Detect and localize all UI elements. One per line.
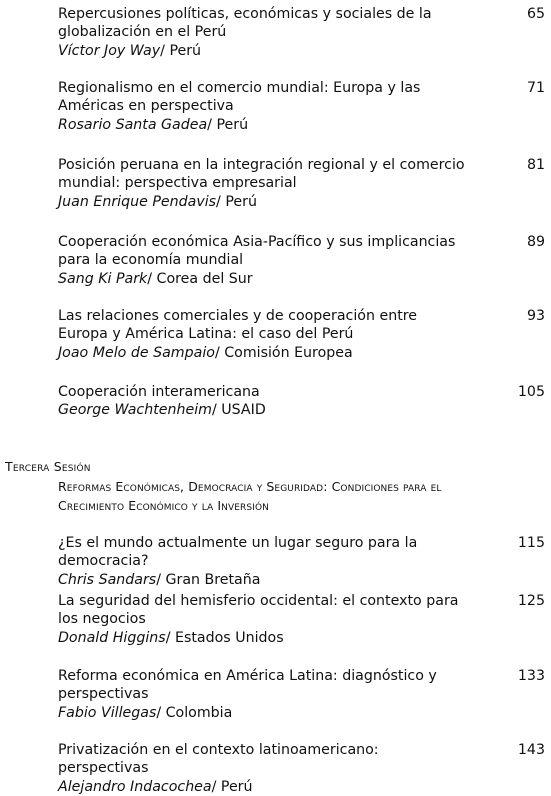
toc-entry <box>58 5 548 60</box>
entry-title: Posición peruana en la integración regional y el comercio mundial: perspectiva empresarial <box>58 157 465 192</box>
entry-author-line <box>58 116 548 134</box>
author-name: Donald Higgins <box>58 629 166 646</box>
author-affiliation: / Comisión Europea <box>214 344 353 361</box>
author-name: George Wachtenheim <box>58 402 212 419</box>
entry-author-line <box>58 704 548 722</box>
entry-title: ¿Es el mundo actualmente un lugar seguro para la democracia? <box>58 535 418 570</box>
entry-title: Regionalismo en el comercio mundial: Europa y las Américas en perspectiva <box>58 80 421 115</box>
session-title: Reformas Económicas, Democracia y Seguridad: Condiciones para el Crecimiento Económico y la Inversión <box>58 479 442 513</box>
author-name: Alejandro Indacochea <box>58 778 212 795</box>
page-number: 133 <box>517 668 545 684</box>
entry-author-line <box>58 629 548 647</box>
page-number: 93 <box>526 308 545 324</box>
entry-title: Repercusiones políticas, económicas y sociales de la globalización en el Perú <box>58 6 432 41</box>
page-number: 65 <box>526 6 545 22</box>
page-number: 143 <box>517 742 545 758</box>
author-name: Joao Melo de Sampaio <box>58 344 215 361</box>
entry-title: Las relaciones comerciales y de cooperación entre Europa y América Latina: el caso del Perú <box>58 308 418 343</box>
toc-entry <box>58 592 548 647</box>
author-affiliation: / Perú <box>207 116 249 133</box>
author-affiliation: / Colombia <box>156 704 233 721</box>
entry-author-line <box>58 344 548 362</box>
author-name: Rosario Santa Gadea <box>58 116 208 133</box>
toc-entry <box>58 233 548 288</box>
author-name: Víctor Joy Way <box>58 42 161 59</box>
entry-author-line <box>58 42 548 60</box>
author-affiliation: / Estados Unidos <box>165 629 284 646</box>
entry-author-line <box>58 270 548 288</box>
toc-entry <box>58 383 548 420</box>
page-number: 81 <box>526 157 545 173</box>
toc-entry <box>58 534 548 589</box>
toc-entry <box>58 667 548 722</box>
page-number: 115 <box>517 535 545 551</box>
entry-author-line <box>58 401 548 419</box>
author-name: Juan Enrique Pendavis <box>58 193 217 210</box>
author-affiliation: / Gran Bretaña <box>156 571 261 588</box>
entry-author-line <box>58 193 548 211</box>
author-name: Fabio Villegas <box>58 704 157 721</box>
page-number: 71 <box>526 80 545 96</box>
entry-title: Reforma económica en América Latina: diagnóstico y perspectivas <box>58 668 437 703</box>
author-affiliation: / Corea del Sur <box>147 270 253 287</box>
toc-entry <box>58 741 548 796</box>
page-number: 89 <box>526 234 545 250</box>
entry-author-line <box>58 571 548 589</box>
toc-entry <box>58 79 548 134</box>
toc-entry <box>58 156 548 211</box>
author-affiliation: / Perú <box>216 193 257 210</box>
entry-title: Cooperación económica Asia-Pacífico y sus implicancias para la economía mundial <box>58 234 456 269</box>
entry-title: La seguridad del hemisferio occidental: el contexto para los negocios <box>58 593 459 628</box>
author-affiliation: / USAID <box>211 402 266 419</box>
page-number: 105 <box>517 384 545 400</box>
author-affiliation: / Perú <box>211 778 253 795</box>
session-label: Tercera Sesión <box>5 459 91 474</box>
toc-entry <box>58 307 548 362</box>
entry-title: Cooperación interamericana <box>58 384 260 400</box>
author-name: Sang Ki Park <box>58 270 148 287</box>
author-name: Chris Sandars <box>58 571 157 588</box>
author-affiliation: / Perú <box>160 42 202 59</box>
page-number: 125 <box>517 593 545 609</box>
entry-title: Privatización en el contexto latinoamericano: perspectivas <box>58 742 379 777</box>
